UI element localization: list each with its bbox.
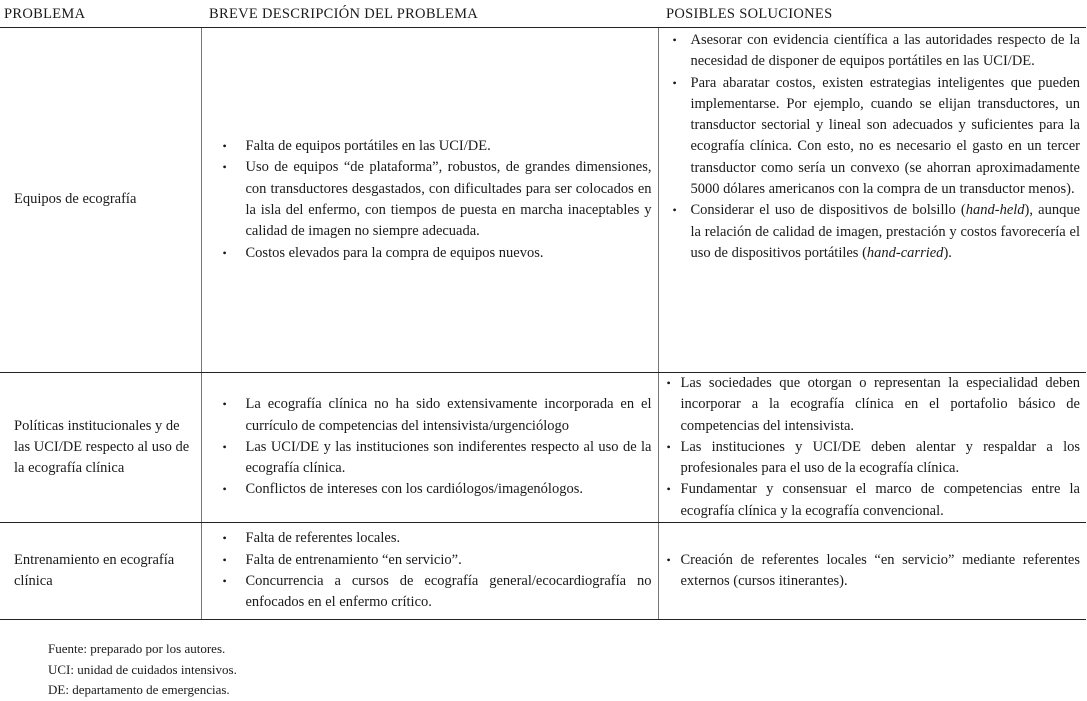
footnote-uci: UCI: unidad de cuidados intensivos.: [48, 661, 237, 677]
list-item: • Conflictos de intereses con los cardiólogos/imagenólogos.: [210, 479, 652, 500]
solutions-list: [667, 550, 1081, 593]
description-list: [210, 528, 652, 613]
header-problem: PROBLEMA: [0, 2, 201, 28]
list-item: • Considerar el uso de dispositivos de bolsillo (hand-held), aunque la relación de calidad de imagen, prestación y costos favorecería el uso de dispositivos portátiles (hand-carried).: [672, 202, 1080, 261]
problem-cell: Equipos de ecografía: [0, 28, 201, 373]
list-item: • Las UCI/DE y las instituciones son indiferentes respecto al uso de la ecografía clínica.: [222, 438, 652, 477]
list-item: • Las instituciones y UCI/DE deben alentar y respaldar a los profesionales para el uso de la ecografía clínica.: [666, 438, 1080, 477]
problem-cell: Políticas institucionales y de las UCI/DE respecto al uso de la ecografía clínica: [0, 373, 201, 523]
problems-table: [0, 2, 1086, 620]
table-row: [0, 28, 1086, 373]
header-solutions: POSIBLES SOLUCIONES: [658, 2, 1086, 28]
list-item: • Creación de referentes locales “en servicio” mediante referentes externos (cursos itinerantes).: [666, 551, 1080, 590]
description-list: [210, 136, 652, 264]
bullet-icon: •: [666, 482, 671, 497]
list-item: • La ecografía clínica no ha sido extensivamente incorporada en el currículo de competencias del intensivista/urgenciólogo: [222, 396, 652, 434]
bullet-icon: •: [666, 439, 671, 454]
bullet-icon: •: [222, 397, 227, 412]
bullet-icon: •: [222, 531, 227, 546]
table-header-row: [0, 2, 1086, 28]
list-item: • Concurrencia a cursos de ecografía general/ecocardiografía no enfocados en el enfermo crítico.: [222, 573, 652, 611]
list-item: • Falta de equipos portátiles en las UCI/DE.: [210, 136, 652, 157]
bullet-icon: •: [222, 552, 227, 567]
term-hand-held: hand-held: [965, 202, 1025, 219]
bullet-icon: •: [222, 139, 227, 154]
solutions-list: [667, 373, 1081, 522]
bullet-icon: •: [222, 245, 227, 260]
bullet-icon: •: [666, 552, 671, 567]
list-item: • Para abaratar costos, existen estrategias inteligentes que pueden implementarse. Por ejemplo, cuando se elijan transductores, un transductor sectorial y lineal son adecuados y suficientes para la ecografía clínica. Con esto, no es necesario el gasto en un tercer transductor como sería un convexo (se ahorran aproximadamente 5000 dólares americanos con la compra de un transductor menos).: [672, 74, 1080, 198]
list-item: • Fundamentar y consensuar el marco de competencias entre la ecografía clínica y la ecografía convencional.: [666, 481, 1080, 519]
solutions-cell: [658, 523, 1086, 620]
description-cell: [201, 28, 658, 373]
description-cell: [201, 523, 658, 620]
list-item: • Falta de entrenamiento “en servicio”.: [210, 550, 652, 571]
list-item: • Las sociedades que otorgan o representan la especialidad deben incorporar a la ecografía clínica en el portafolio básico de competencias del intensivista.: [666, 375, 1080, 434]
term-hand-carried: hand-carried: [866, 244, 944, 261]
bullet-icon: •: [222, 482, 227, 497]
problem-cell: Entrenamiento en ecografía clínica: [0, 523, 201, 620]
bullet-icon: •: [672, 203, 677, 218]
solutions-cell: [658, 373, 1086, 523]
footnote-source: Fuente: preparado por los autores.: [48, 641, 226, 656]
bullet-icon: •: [672, 75, 677, 90]
header-description: BREVE DESCRIPCIÓN DEL PROBLEMA: [201, 2, 658, 28]
bullet-icon: •: [222, 574, 227, 589]
solutions-list: [667, 30, 1081, 264]
solutions-cell: [658, 28, 1086, 373]
bullet-icon: •: [222, 160, 227, 175]
list-item: • Uso de equipos “de plataforma”, robustos, de grandes dimensiones, con transductores desgastados, con dificultades para ser colocados en la isla del enfermo, con tiempos de puesta en marcha inaceptables y calidad de imagen no siempre adecuada.: [222, 159, 652, 240]
list-item: • Asesorar con evidencia científica a las autoridades respecto de la necesidad de disponer de equipos portátiles en las UCI/DE.: [672, 32, 1080, 70]
footnote-de: DE: departamento de emergencias.: [48, 682, 230, 697]
table-row: [0, 373, 1086, 523]
description-cell: [201, 373, 658, 523]
list-item: • Falta de referentes locales.: [210, 528, 652, 549]
list-item: • Costos elevados para la compra de equipos nuevos.: [210, 243, 652, 264]
bullet-icon: •: [222, 439, 227, 454]
table-row: [0, 523, 1086, 620]
description-list: [210, 394, 652, 500]
bullet-icon: •: [672, 33, 677, 47]
bullet-icon: •: [666, 376, 671, 390]
table-footnotes: [48, 639, 237, 701]
